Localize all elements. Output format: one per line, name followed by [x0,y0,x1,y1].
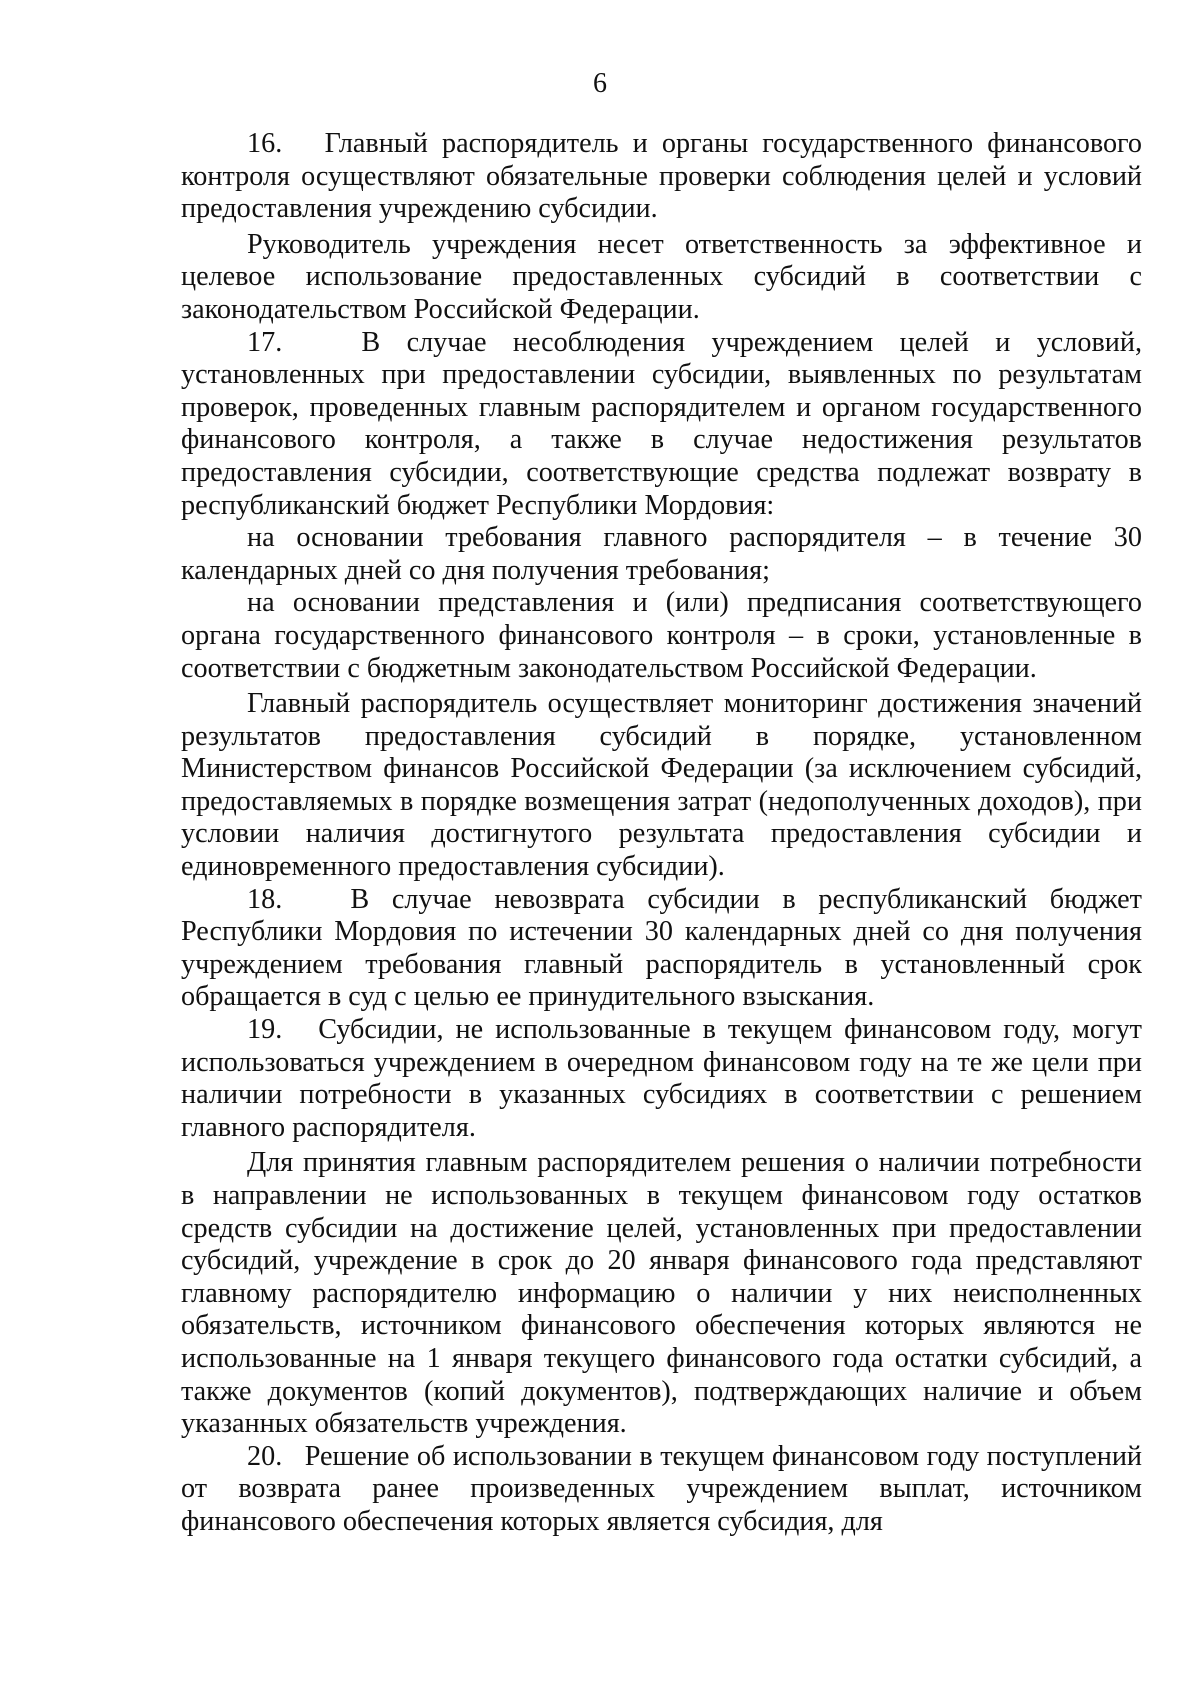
paragraph-demand-return: на основании требования главного распорядителя – в течение 30 календарных дней со дня получения требования; [181,522,1142,586]
paragraph-unused-balances: Для принятия главным распорядителем решения о наличии потребности в направлении не использованных в текущем финансовом году остатков средств субсидии на достижение целей, установленных при предоставлении субсидий, учреждение в срок до 20 января финансового года представляют главному распорядителю информацию о наличии у них неисполненных обязательств, источником финансового обеспечения которых являются не использованные на 1 января текущего финансового года остатки субсидий, а также документов (копий документов), подтверждающих наличие и объем указанных обязательств учреждения. [181,1147,1142,1440]
paragraph-20: 20. Решение об использовании в текущем финансовом году поступлений от возврата ранее произведенных учреждением выплат, источником финансового обеспечения которых является субсидия, для [181,1440,1142,1537]
paragraph-19: 19. Субсидии, не использованные в текущем финансовом году, могут использоваться учреждением в очередном финансовом году на те же цели при наличии потребности в указанных субсидиях в соответствии с решением главного распорядителя. [181,1014,1142,1143]
page-number: 6 [593,68,607,99]
paragraph-control-return: на основании представления и (или) предписания соответствующего органа государственного финансового контроля – в сроки, установленные в соответствии с бюджетным законодательством Российской Федерации. [181,587,1142,684]
document-body [181,128,1142,1539]
paragraph-monitoring: Главный распорядитель осуществляет мониторинг достижения значений результатов предоставления субсидий в порядке, установленном Министерством финансов Российской Федерации (за исключением субсидий, предоставляемых в порядке возмещения затрат (недополученных доходов), при условии наличия достигнутого результата предоставления субсидии и единовременного предоставления субсидии). [181,688,1142,883]
paragraph-responsibility: Руководитель учреждения несет ответственность за эффективное и целевое использование предоставленных субсидий в соответствии с законодательством Российской Федерации. [181,228,1142,325]
paragraph-17: 17. В случае несоблюдения учреждением целей и условий, установленных при предоставлении субсидии, выявленных по результатам проверок, проведенных главным распорядителем и органом государственного финансового контроля, а также в случае недостижения результатов предоставления субсидии, соответствующие средства подлежат возврату в республиканский бюджет Республики Мордовия: [181,326,1142,521]
paragraph-18: 18. В случае невозврата субсидии в республиканский бюджет Республики Мордовия по истечении 30 календарных дней со дня получения учреждением требования главный распорядитель в установленный срок обращается в суд с целью ее принудительного взыскания. [181,883,1142,1013]
paragraph-16: 16. Главный распорядитель и органы государственного финансового контроля осуществляют обязательные проверки соблюдения целей и условий предоставления учреждению субсидии. [181,128,1142,225]
